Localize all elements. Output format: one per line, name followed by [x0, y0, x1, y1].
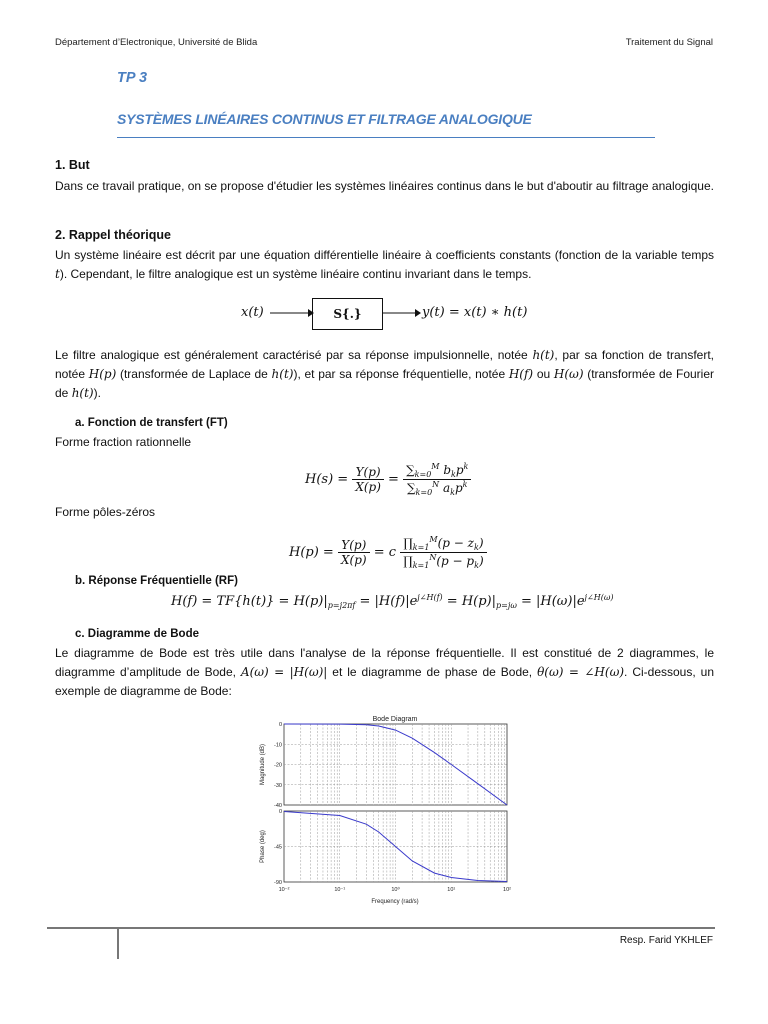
frequency-axis-label: Frequency (rad/s) — [371, 899, 419, 905]
bode-text-2: et le diagramme de phase de Bode, — [327, 665, 538, 679]
form-poles-zeros-label: Forme pôles-zéros — [55, 505, 156, 519]
header-course: Traitement du Signal — [625, 37, 713, 48]
section-rappel-text — [55, 246, 714, 284]
phase-axis-label: Phase (deg) — [260, 830, 266, 863]
frequency-tick: 10⁻¹ — [334, 887, 346, 893]
bode-text-3: . Ci-dessous, un exemple de diagramme de Bode: — [55, 665, 714, 698]
footer-rule — [47, 927, 715, 929]
math-phase: θ(ω) = ∠H(ω) — [537, 665, 625, 679]
block-output-label: y(t) = x(t) ∗ h(t) — [422, 305, 528, 320]
frequency-tick: 10¹ — [447, 887, 456, 893]
transfer-function-poles-zeros: H(p) = $\frac{Y(p)}{X(p)}$ = c $\frac{\prod_{k=1}^M(p - z_k)}{\prod_{k=1}^N(p - p_k)}$ — [289, 535, 487, 570]
subsection-heading-ft: a. Fonction de transfert (FT) — [75, 417, 228, 429]
magnitude-y-tick: -30 — [274, 782, 282, 789]
frequency-tick: 10² — [503, 887, 511, 893]
filter-text-3: (transformée de Laplace de — [116, 367, 272, 381]
bode-title: Bode Diagram — [372, 716, 418, 723]
filter-text-1: Le filtre analogique est généralement caractérisé par sa réponse impulsionnelle, notée — [55, 348, 533, 362]
magnitude-axis-label: Magnitude (dB) — [260, 743, 266, 786]
frequency-tick: 10⁰ — [391, 887, 400, 893]
form-rational-label: Forme fraction rationnelle — [55, 435, 192, 449]
filter-text-2: , par sa fonction de transfert, notée — [55, 348, 715, 381]
math-hw: H(ω) — [553, 367, 584, 381]
phase-y-tick: -90 — [274, 880, 282, 886]
section-heading-rappel: 2. Rappel théorique — [55, 228, 171, 242]
rappel-text-a: Un système linéaire est décrit par une équation différentielle linéaire à coefficients constants (fonction de la variable temps — [55, 248, 714, 262]
output-arrow — [383, 307, 423, 319]
filter-text-7: ). — [93, 386, 101, 400]
filter-text-6: (transformée de Fourier de — [55, 367, 715, 400]
input-arrow — [270, 307, 316, 319]
block-input-label: x(t) — [241, 305, 264, 320]
magnitude-y-tick: -40 — [274, 803, 282, 809]
rappel-text-b: ). Cependant, le filtre analogique est un système linéaire continu invariant dans le temps. — [59, 267, 532, 281]
magnitude-y-tick: 0 — [278, 722, 282, 728]
magnitude-y-tick: -20 — [274, 762, 282, 769]
transfer-function-rational: H(s) = $\frac{Y(p)}{X(p)}$ = $\frac{\sum_{k=0}^M b_kp^k}{\sum_{k=0}^N a_kp^k}$ — [305, 462, 471, 497]
subsection-heading-rf: b. Réponse Fréquentielle (RF) — [75, 575, 238, 587]
system-block: S{.} — [312, 298, 383, 330]
frequency-tick: 10⁻² — [278, 887, 290, 893]
bode-text-1: Le diagramme de Bode est très utile dans l'analyse de la réponse fréquentielle. Il est constitué de 2 diagrammes, le diagramme d’amplitude de Bode, — [55, 646, 714, 679]
section-but-text: Dans ce travail pratique, on se propose d'étudier les systèmes linéaires continus dans le but d'aboutir au filtrage analogique. — [55, 179, 714, 193]
var-t: t — [55, 267, 60, 281]
math-ht: h(t) — [532, 348, 555, 362]
section-heading-but: 1. But — [55, 158, 90, 172]
frequency-response-equation: $H(f) = TF\{h(t)\} = H(p)|_{p=j2\pi f} = |H(f)|e^{j\angle H(f)} = H(p)|_{p=j\omega} = |H(\omega)|e^{j\angle H(\omega)}$ — [171, 593, 614, 610]
math-amplitude: A(ω) = |H(ω)| — [240, 665, 328, 679]
footer-tick — [117, 929, 119, 959]
math-hf: H(f) — [508, 367, 534, 381]
title-underline — [117, 137, 655, 138]
header-department: Département d’Electronique, Université de Blida — [55, 37, 258, 48]
phase-y-tick: -45 — [274, 844, 282, 851]
math-hp: H(p) — [88, 367, 117, 381]
filter-text-4: ), et par sa réponse fréquentielle, notée — [293, 367, 509, 381]
magnitude-y-tick: -10 — [274, 742, 282, 749]
phase-y-tick: 0 — [278, 809, 282, 815]
subsection-heading-bode: c. Diagramme de Bode — [75, 628, 199, 640]
math-ht-3: h(t) — [71, 386, 94, 400]
page-title: SYSTÈMES LINÉAIRES CONTINUS ET FILTRAGE ANALOGIQUE — [117, 111, 532, 127]
footer-author: Resp. Farid YKHLEF — [619, 935, 713, 946]
bode-diagram — [255, 710, 520, 908]
math-ht-2: h(t) — [271, 367, 294, 381]
tp-number: TP 3 — [117, 70, 148, 86]
filter-description — [55, 346, 714, 403]
filter-text-5: ou — [533, 367, 554, 381]
bode-description — [55, 644, 714, 701]
